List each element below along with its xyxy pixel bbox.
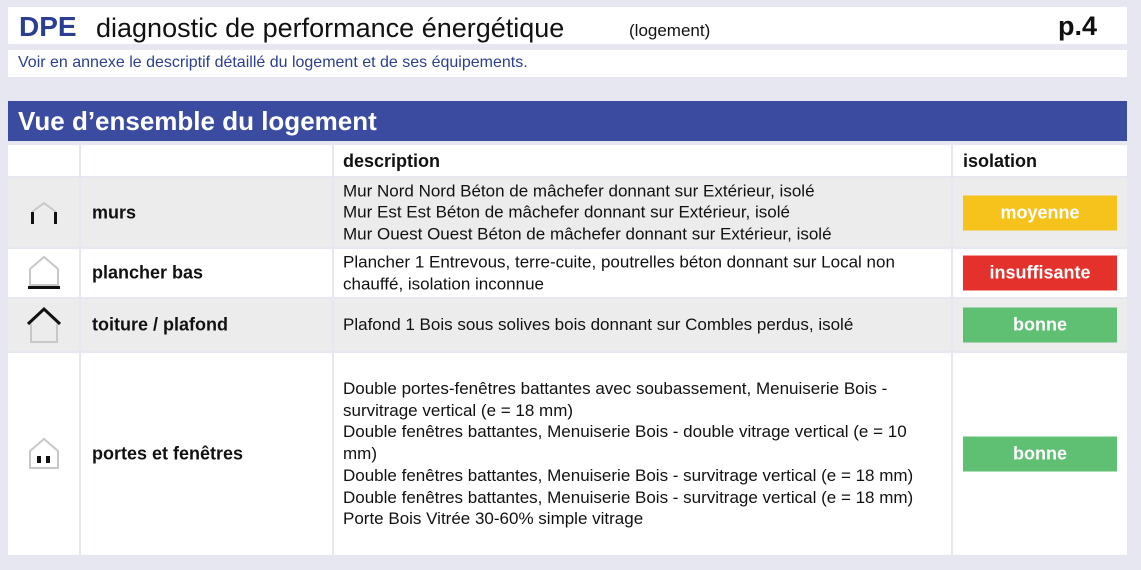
- annex-note: Voir en annexe le descriptif détaillé du logement et de ses équipements.: [18, 54, 528, 71]
- row-description: [343, 251, 945, 294]
- column-header-isolation: isolation: [963, 151, 1038, 171]
- row-name: plancher bas: [92, 262, 204, 283]
- isolation-badge: moyenne: [963, 195, 1117, 230]
- page-number: p.4: [1057, 11, 1097, 41]
- document-subtitle: (logement): [629, 21, 711, 40]
- floor-icon: [24, 253, 64, 293]
- annex-note-bar: [8, 50, 1127, 77]
- description-line: Plafond 1 Bois sous solives bois donnant sur Combles perdus, isolé: [343, 315, 854, 335]
- row-description: [343, 314, 945, 336]
- dpe-abbreviation: DPE: [19, 11, 77, 42]
- roof-icon: [24, 304, 64, 346]
- wall-icon: [24, 198, 64, 228]
- description-line: Double fenêtres battantes, Menuiserie Bois - survitrage vertical (e = 18 mm): [343, 487, 914, 507]
- table-row: [8, 178, 1127, 247]
- description-line: Mur Ouest Ouest Béton de mâchefer donnant sur Extérieur, isolé: [343, 224, 832, 244]
- row-name: murs: [92, 202, 137, 222]
- description-line: Porte Bois Vitrée 30-60% simple vitrage: [343, 509, 644, 529]
- description-line: Double portes-fenêtres battantes avec soubassement, Menuiserie Bois - survitrage vertical (e = 18 mm): [343, 379, 888, 420]
- row-name: portes et fenêtres: [92, 443, 244, 464]
- description-line: Mur Nord Nord Béton de mâchefer donnant sur Extérieur, isolé: [343, 180, 815, 200]
- document-header: [8, 7, 1127, 44]
- row-description: [343, 378, 945, 530]
- section-header: [8, 101, 1127, 141]
- table-row: [8, 353, 1127, 555]
- description-line: Plancher 1 Entrevous, terre-cuite, poutrelles béton donnant sur Local non chauffé, isolation inconnue: [343, 252, 895, 293]
- document-title: diagnostic de performance énergétique: [96, 13, 565, 43]
- windows-doors-icon: [24, 434, 64, 474]
- column-header-description: description: [343, 151, 441, 171]
- row-name: toiture / plafond: [92, 314, 228, 335]
- isolation-badge: bonne: [963, 437, 1117, 472]
- table-row: [8, 299, 1127, 351]
- description-line: Mur Est Est Béton de mâchefer donnant sur Extérieur, isolé: [343, 202, 790, 222]
- table-header-row: [8, 145, 1127, 176]
- description-line: Double fenêtres battantes, Menuiserie Bois - survitrage vertical (e = 18 mm): [343, 465, 914, 485]
- description-line: Double fenêtres battantes, Menuiserie Bois - double vitrage vertical (e = 10 mm): [343, 422, 907, 464]
- isolation-badge: bonne: [963, 308, 1117, 343]
- section-title: Vue d’ensemble du logement: [18, 106, 377, 136]
- row-description: [343, 180, 945, 245]
- table-row: [8, 249, 1127, 297]
- isolation-badge: insuffisante: [963, 256, 1117, 291]
